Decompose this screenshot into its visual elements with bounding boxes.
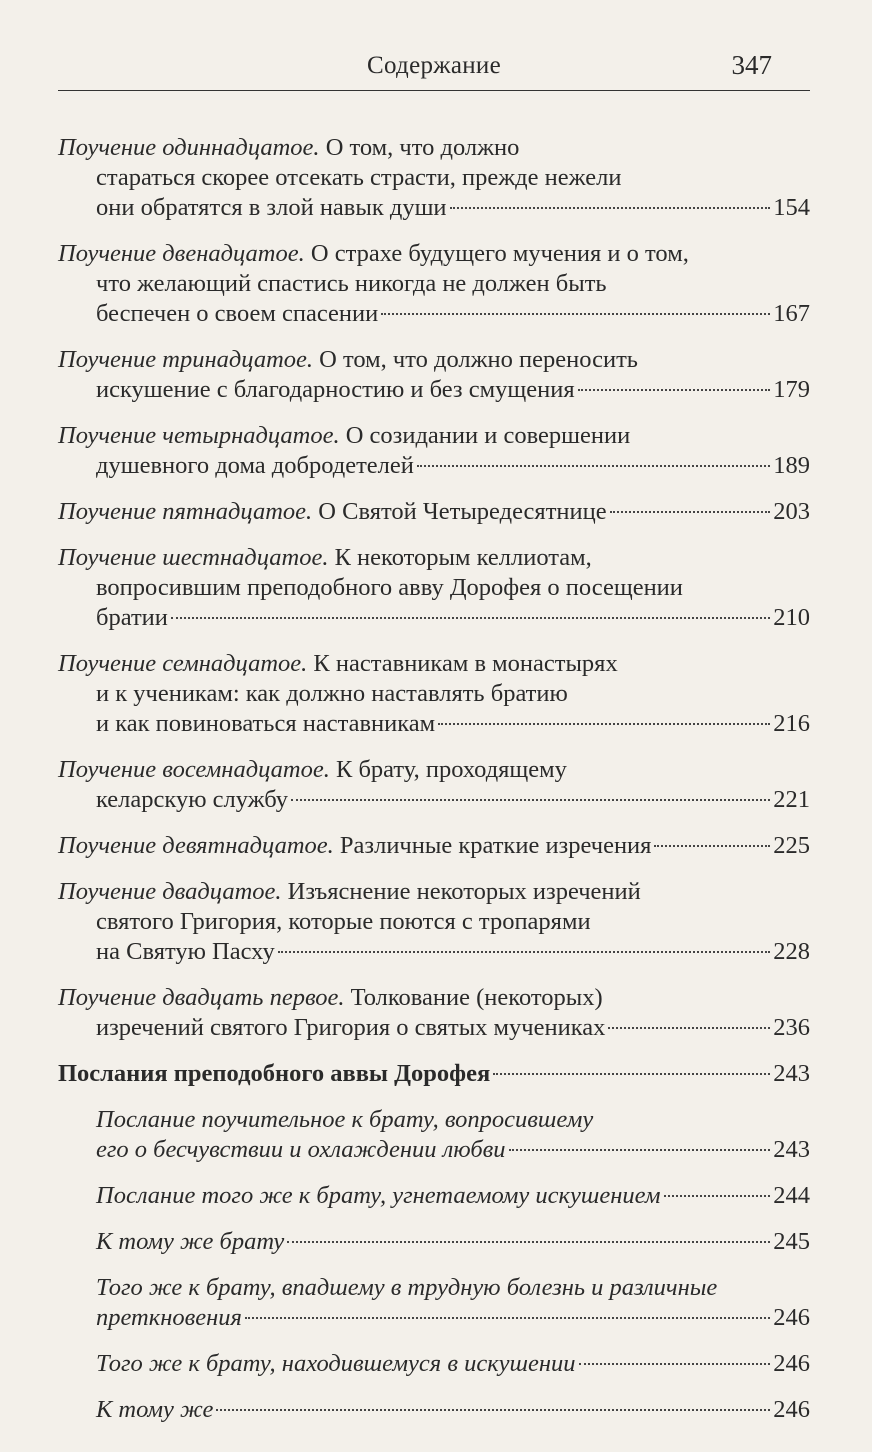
entry-title-line: К некоторым келлиотам,	[334, 544, 592, 571]
entry-title-line: Толкование (некоторых)	[350, 984, 603, 1011]
running-title: Содержание	[367, 52, 501, 79]
entry-title-line: Того же к брату, находившемуся в искушении	[96, 1350, 576, 1377]
entry-page: 167	[773, 300, 810, 327]
dot-leader	[287, 1241, 770, 1243]
dot-leader	[509, 1149, 771, 1151]
dot-leader	[216, 1409, 770, 1411]
entry-title-line: Послание поучительное к брату, вопросившему	[96, 1106, 594, 1133]
entry-title-line: искушение с благодарностию и без смущения	[96, 376, 575, 403]
entry-label: Поучение двадцатое.	[58, 878, 282, 905]
entry-title-line: святого Григория, которые поются с тропарями	[96, 908, 591, 935]
section-page: 243	[773, 1060, 810, 1087]
entry-label: Поучение одиннадцатое.	[58, 134, 320, 161]
entry-page: 243	[773, 1136, 810, 1163]
dot-leader	[417, 465, 770, 467]
entry-title-line: братии	[96, 604, 168, 631]
entry-title-line: О том, что должно	[325, 134, 520, 161]
toc-entry[interactable]	[58, 345, 810, 405]
entry-title-line: О Святой Четыредесятнице	[318, 498, 607, 525]
entry-title-line: стараться скорее отсекать страсти, прежде нежели	[96, 164, 622, 191]
entry-page: 203	[773, 498, 810, 525]
entry-label: Поучение четырнадцатое.	[58, 422, 340, 449]
entry-label: Поучение семнадцатое.	[58, 650, 308, 677]
dot-leader	[608, 1027, 770, 1029]
dot-leader	[579, 1363, 771, 1365]
dot-leader	[381, 313, 770, 315]
entry-page: 179	[773, 376, 810, 403]
entry-page: 216	[773, 710, 810, 737]
entry-label: Поучение шестнадцатое.	[58, 544, 329, 571]
dot-leader	[291, 799, 770, 801]
entry-title-line: келарскую службу	[96, 786, 289, 813]
page-number: 347	[731, 50, 772, 80]
dot-leader	[610, 511, 771, 513]
entry-title-line: его о бесчувствии и охлаждении любви	[96, 1136, 506, 1163]
entry-page: 236	[773, 1014, 810, 1041]
letter-entry[interactable]	[58, 1273, 810, 1333]
letter-entry[interactable]	[58, 1181, 810, 1211]
entry-label: Поучение тринадцатое.	[58, 346, 314, 373]
entry-page: 210	[773, 604, 810, 631]
entry-title-line: вопросившим преподобного авву Дорофея о посещении	[96, 574, 683, 601]
entry-page: 245	[773, 1228, 810, 1255]
entry-page: 246	[773, 1396, 810, 1423]
entry-label: Поучение двенадцатое.	[58, 240, 305, 267]
entry-title-line: и как повиноваться наставникам	[96, 710, 436, 737]
entry-title-line: К тому же	[96, 1396, 214, 1423]
entry-page: 225	[773, 832, 810, 859]
letter-entry[interactable]	[58, 1105, 810, 1165]
dot-leader	[171, 617, 770, 619]
toc-entry[interactable]	[58, 543, 810, 633]
entry-page: 246	[773, 1304, 810, 1331]
entry-title-line: и к ученикам: как должно наставлять братию	[96, 680, 568, 707]
entry-page: 228	[773, 938, 810, 965]
entry-label: Поучение девятнадцатое.	[58, 832, 334, 859]
entry-page: 154	[773, 194, 810, 221]
entry-title-line: что желающий спастись никогда не должен быть	[96, 270, 607, 297]
toc-entry[interactable]	[58, 497, 810, 527]
entry-page: 244	[773, 1182, 810, 1209]
dot-leader	[438, 723, 770, 725]
entry-title-line: душевного дома добродетелей	[96, 452, 414, 479]
entry-label: Поучение двадцать первое.	[58, 984, 345, 1011]
dot-leader	[278, 951, 771, 953]
entry-title-line: Изъяснение некоторых изречений	[287, 878, 641, 905]
entry-title-line: изречений святого Григория о святых мучениках	[96, 1014, 606, 1041]
entry-label: Поучение восемнадцатое.	[58, 756, 330, 783]
dot-leader	[450, 207, 771, 209]
entry-page: 221	[773, 786, 810, 813]
entry-page: 189	[773, 452, 810, 479]
letter-entry[interactable]	[58, 1227, 810, 1257]
section-title: Послания преподобного аввы Дорофея	[58, 1060, 491, 1087]
entry-title-line: они обратятся в злой навык души	[96, 194, 447, 221]
toc-entry[interactable]	[58, 983, 810, 1043]
entry-page: 246	[773, 1350, 810, 1377]
entry-title-line: Послание того же к брату, угнетаемому искушением	[96, 1182, 661, 1209]
entry-title-line: преткновения	[96, 1304, 242, 1331]
entry-title-line: О том, что должно переносить	[319, 346, 638, 373]
entry-title-line: О страхе будущего мучения и о том,	[310, 240, 689, 267]
letter-entry[interactable]	[58, 1349, 810, 1379]
dot-leader	[493, 1073, 770, 1075]
entry-title-line: на Святую Пасху	[96, 938, 275, 965]
table-of-contents	[58, 133, 810, 1441]
entry-title-line: К тому же брату	[96, 1228, 285, 1255]
toc-entry[interactable]	[58, 877, 810, 967]
entry-label: Поучение пятнадцатое.	[58, 498, 313, 525]
entry-title-line: О созидании и совершении	[345, 422, 631, 449]
toc-entry[interactable]	[58, 239, 810, 329]
entry-title-line: Того же к брату, впадшему в трудную болезнь и различные	[96, 1274, 718, 1301]
dot-leader	[245, 1317, 770, 1319]
entry-title-line: Различные краткие изречения	[339, 832, 652, 859]
toc-entry[interactable]	[58, 421, 810, 481]
dot-leader	[578, 389, 771, 391]
letter-entry[interactable]	[58, 1395, 810, 1425]
toc-entry[interactable]	[58, 133, 810, 223]
section-heading[interactable]	[58, 1059, 810, 1089]
toc-entry[interactable]	[58, 649, 810, 739]
page-header	[58, 50, 810, 91]
dot-leader	[664, 1195, 771, 1197]
dot-leader	[654, 845, 770, 847]
toc-entry[interactable]	[58, 831, 810, 861]
entry-title-line: К наставникам в монастырях	[313, 650, 618, 677]
entry-title-line: беспечен о своем спасении	[96, 300, 379, 327]
entry-title-line: К брату, проходящему	[335, 756, 567, 783]
toc-entry[interactable]	[58, 755, 810, 815]
